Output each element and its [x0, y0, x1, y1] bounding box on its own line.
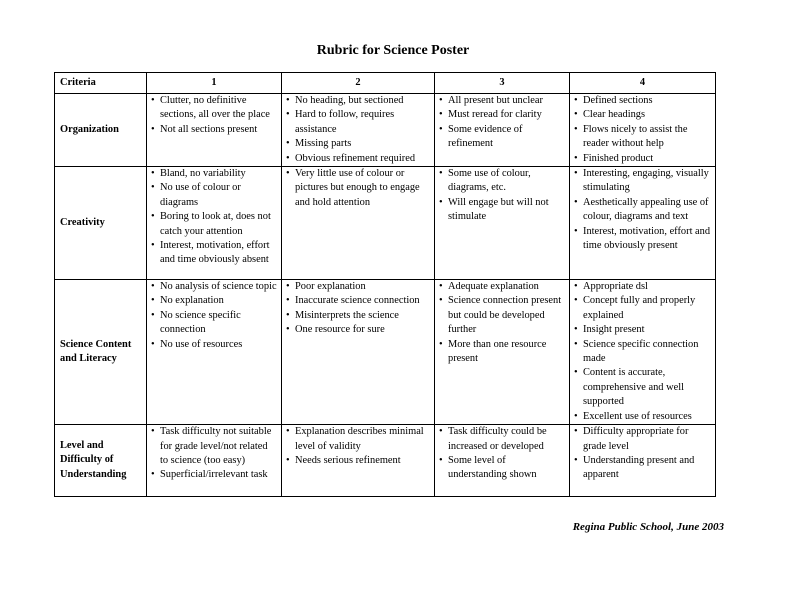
- list-item: • Science connection present but could be developed further: [438, 294, 566, 337]
- list-item: • Hard to follow, requires assistance: [285, 108, 431, 137]
- list-item: • Some use of colour, diagrams, etc.: [438, 167, 566, 196]
- list-item: • Appropriate dsl: [573, 280, 712, 294]
- list-item: • Poor explanation: [285, 280, 431, 294]
- page-title: Rubric for Science Poster: [316, 43, 470, 58]
- bullet-list: [150, 94, 278, 137]
- table-row: [55, 167, 716, 280]
- list-item: • More than one resource present: [438, 338, 566, 367]
- rubric-cell: [435, 94, 570, 167]
- list-item: • Finished product: [573, 152, 712, 166]
- list-item: • Missing parts: [285, 137, 431, 151]
- bullet-list: [573, 94, 712, 166]
- list-item: • Insight present: [573, 323, 712, 337]
- list-item: • Interesting, engaging, visually stimulating: [573, 167, 712, 196]
- list-item: • Aesthetically appealing use of colour, diagrams and text: [573, 196, 712, 225]
- rubric-cell: [435, 280, 570, 425]
- list-item: • No explanation: [150, 294, 278, 308]
- bullet-list: [285, 94, 431, 166]
- bullet-list: [150, 280, 278, 352]
- list-item: • All present but unclear: [438, 94, 566, 108]
- bullet-list: [438, 167, 566, 225]
- rubric-cell: [282, 167, 435, 280]
- list-item: • Not all sections present: [150, 123, 278, 137]
- rubric-cell: [570, 94, 716, 167]
- list-item: • Will engage but will not stimulate: [438, 196, 566, 225]
- list-item: • No analysis of science topic: [150, 280, 278, 294]
- bullet-list: [285, 425, 431, 468]
- criteria-label: Science Content and Literacy: [55, 280, 147, 425]
- bullet-list: [438, 280, 566, 366]
- rubric-cell: [147, 167, 282, 280]
- rubric-cell: [147, 94, 282, 167]
- footer-credit: Regina Public School, June 2003: [572, 521, 724, 533]
- list-item: • Science specific connection made: [573, 338, 712, 367]
- criteria-label: Organization: [55, 94, 147, 167]
- list-item: • Obvious refinement required: [285, 152, 431, 166]
- list-item: • Some level of understanding shown: [438, 454, 566, 483]
- list-item: • No heading, but sectioned: [285, 94, 431, 108]
- list-item: • Very little use of colour or pictures but enough to engage and hold attention: [285, 167, 431, 210]
- list-item: • Needs serious refinement: [285, 454, 431, 468]
- rubric-cell: [570, 167, 716, 280]
- header-row: [55, 73, 716, 94]
- bullet-list: [150, 425, 278, 483]
- header-score-1: 1: [147, 73, 282, 94]
- bullet-list: [285, 167, 431, 210]
- list-item: • Concept fully and properly explained: [573, 294, 712, 323]
- rubric-body: [55, 94, 716, 497]
- rubric-cell: [570, 425, 716, 497]
- list-item: • Misinterprets the science: [285, 309, 431, 323]
- bullet-list: [438, 94, 566, 152]
- list-item: • Some evidence of refinement: [438, 123, 566, 152]
- header-score-2: 2: [282, 73, 435, 94]
- list-item: • Flows nicely to assist the reader without help: [573, 123, 712, 152]
- list-item: • No science specific connection: [150, 309, 278, 338]
- list-item: • Clear headings: [573, 108, 712, 122]
- list-item: • Excellent use of resources: [573, 410, 712, 424]
- list-item: • Interest, motivation, effort and time obviously absent: [150, 239, 278, 268]
- rubric-cell: [147, 280, 282, 425]
- list-item: • Difficulty appropriate for grade level: [573, 425, 712, 454]
- list-item: • Boring to look at, does not catch your attention: [150, 210, 278, 239]
- list-item: • Bland, no variability: [150, 167, 278, 181]
- table-row: [55, 425, 716, 497]
- criteria-label: Creativity: [55, 167, 147, 280]
- bullet-list: [573, 167, 712, 253]
- list-item: • Interest, motivation, effort and time obviously present: [573, 225, 712, 254]
- rubric-cell: [282, 280, 435, 425]
- bullet-list: [150, 167, 278, 268]
- rubric-cell: [147, 425, 282, 497]
- list-item: • Content is accurate, comprehensive and well supported: [573, 366, 712, 409]
- header-score-3: 3: [435, 73, 570, 94]
- rubric-cell: [435, 425, 570, 497]
- table-row: [55, 280, 716, 425]
- bullet-list: [285, 280, 431, 338]
- list-item: • No use of colour or diagrams: [150, 181, 278, 210]
- list-item: • Must reread for clarity: [438, 108, 566, 122]
- list-item: • Explanation describes minimal level of validity: [285, 425, 431, 454]
- list-item: • Task difficulty could be increased or developed: [438, 425, 566, 454]
- header-criteria: Criteria: [55, 73, 147, 94]
- list-item: • Adequate explanation: [438, 280, 566, 294]
- list-item: • Understanding present and apparent: [573, 454, 712, 483]
- rubric-cell: [435, 167, 570, 280]
- bullet-list: [573, 425, 712, 483]
- list-item: • One resource for sure: [285, 323, 431, 337]
- list-item: • Inaccurate science connection: [285, 294, 431, 308]
- list-item: • Task difficulty not suitable for grade level/not related to science (too easy): [150, 425, 278, 468]
- bullet-list: [438, 425, 566, 483]
- list-item: • Clutter, no definitive sections, all over the place: [150, 94, 278, 123]
- table-row: [55, 94, 716, 167]
- rubric-cell: [570, 280, 716, 425]
- rubric-cell: [282, 94, 435, 167]
- list-item: • Defined sections: [573, 94, 712, 108]
- rubric-cell: [282, 425, 435, 497]
- list-item: • Superficial/irrelevant task: [150, 468, 278, 482]
- bullet-list: [573, 280, 712, 424]
- header-score-4: 4: [570, 73, 716, 94]
- rubric-table: [54, 72, 716, 497]
- criteria-label: Level and Difficulty of Understanding: [55, 425, 147, 497]
- list-item: • No use of resources: [150, 338, 278, 352]
